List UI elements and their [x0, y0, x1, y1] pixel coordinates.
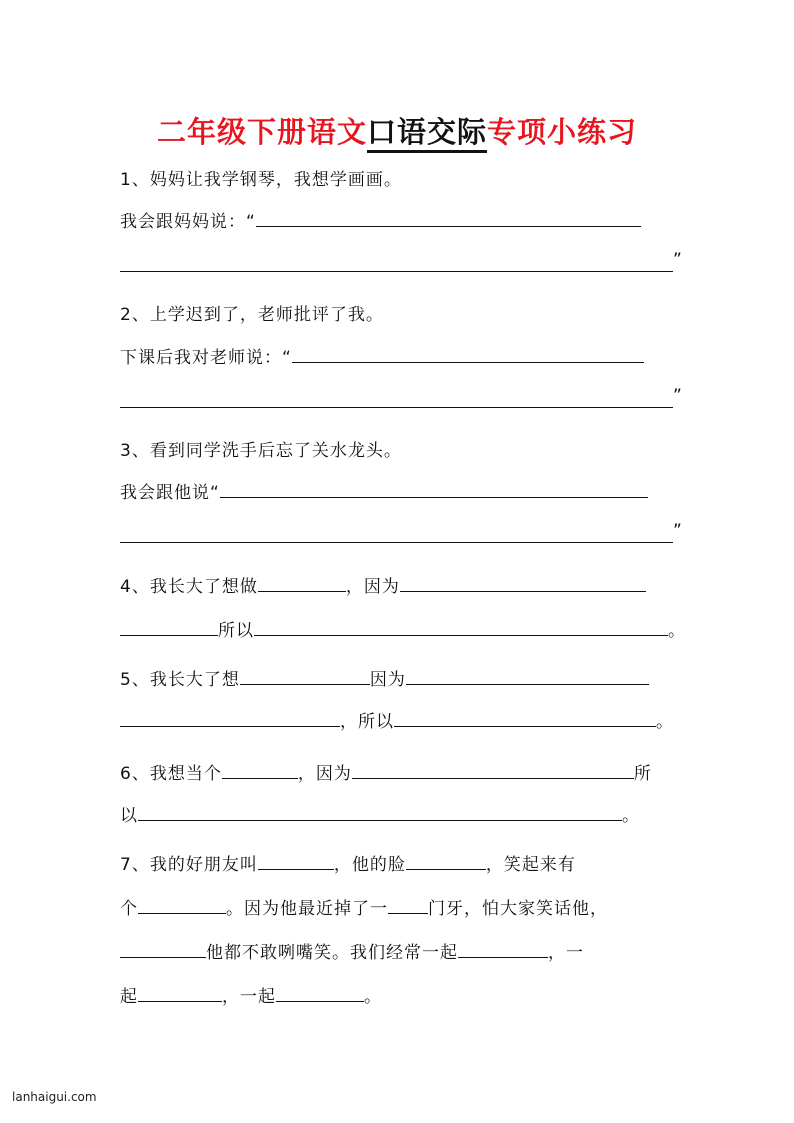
q6-blank-1[interactable] [222, 761, 298, 779]
q6-text-a: 6、我想当个 [120, 764, 222, 784]
q7-text-g: 他都不敢咧嘴笑。我们经常一起 [206, 943, 458, 963]
q4-text-d: 。 [668, 621, 686, 641]
q2-answer-line [120, 345, 680, 369]
q2-blank-1[interactable] [292, 345, 644, 363]
title-part2: 口语交际 [367, 115, 487, 153]
q1-close-quote: ” [673, 250, 682, 270]
q7-blank-6[interactable] [458, 940, 548, 958]
q7-blank-1[interactable] [258, 852, 334, 870]
q3-lead: 我会跟他说“ [120, 483, 220, 503]
q1-blank-1[interactable] [256, 209, 641, 227]
q7-blank-5[interactable] [120, 940, 206, 958]
q2-lead: 下课后我对老师说：“ [120, 348, 292, 368]
q7-line-1 [120, 852, 680, 876]
q7-line-2 [120, 896, 680, 920]
q6-text-d: 以 [120, 806, 138, 826]
q7-blank-8[interactable] [276, 984, 364, 1002]
q6-text-e: 。 [622, 806, 640, 826]
q4-blank-3[interactable] [120, 618, 218, 636]
q7-text-b: ，他的脸 [333, 855, 406, 875]
q4-line-2 [120, 618, 686, 642]
q7-text-e: 。因为他最近掉了一 [226, 899, 388, 919]
q4-text-b: ，因为 [345, 577, 400, 597]
q7-text-j: ，一起 [222, 987, 276, 1007]
q1-answer-line [120, 209, 680, 233]
q7-text-k: 。 [364, 987, 382, 1007]
q6-blank-3[interactable] [138, 803, 622, 821]
q7-text-a: 7、我的好朋友叫 [120, 855, 258, 875]
q5-text-c: ，所以 [340, 712, 394, 732]
q5-line-1 [120, 667, 680, 691]
q7-line-3 [120, 940, 680, 964]
q7-text-f: 门牙，怕大家笑话他， [428, 899, 608, 919]
q5-text-a: 5、我长大了想 [120, 670, 240, 690]
q4-text-a: 4、我长大了想做 [120, 577, 258, 597]
q6-text-b: ，因为 [297, 764, 352, 784]
q7-blank-2[interactable] [406, 852, 486, 870]
q5-line-2 [120, 709, 680, 733]
q3-blank-1[interactable] [220, 480, 648, 498]
title-part3: 专项小练习 [487, 115, 638, 149]
q6-text-c: 所 [633, 764, 652, 784]
site-footer: lanhaigui.com [12, 1090, 97, 1104]
q3-answer-line [120, 480, 680, 504]
q7-blank-7[interactable] [138, 984, 222, 1002]
q5-blank-4[interactable] [394, 709, 656, 727]
q5-blank-3[interactable] [120, 709, 340, 727]
q5-text-d: 。 [656, 712, 674, 732]
q2-blank-2[interactable] [120, 407, 673, 408]
q4-line-1 [120, 574, 680, 598]
q7-text-i: 起 [120, 987, 138, 1007]
page-title [0, 110, 794, 151]
q4-blank-1[interactable] [258, 574, 346, 592]
q7-blank-3[interactable] [138, 896, 226, 914]
q7-text-h: ，一 [548, 943, 584, 963]
q6-line-2 [120, 803, 680, 827]
q5-blank-2[interactable] [406, 667, 649, 685]
q6-blank-2[interactable] [352, 761, 634, 779]
q1-blank-2[interactable] [120, 271, 673, 272]
q1-lead: 我会跟妈妈说：“ [120, 212, 256, 232]
q4-text-c: 所以 [218, 621, 254, 641]
q4-blank-2[interactable] [400, 574, 646, 592]
q4-blank-4[interactable] [254, 618, 668, 636]
q3-close-quote: ” [673, 521, 682, 541]
q2-close-quote: ” [673, 386, 682, 406]
q7-line-4 [120, 984, 680, 1008]
q7-blank-4[interactable] [388, 896, 428, 914]
q7-text-d: 个 [120, 899, 138, 919]
q3-prompt: 3、看到同学洗手后忘了关水龙头。 [120, 441, 402, 461]
q2-prompt: 2、上学迟到了，老师批评了我。 [120, 305, 384, 325]
q5-blank-1[interactable] [240, 667, 370, 685]
q3-blank-2[interactable] [120, 542, 673, 543]
q7-text-c: ，笑起来有 [485, 855, 576, 875]
q1-prompt: 1、妈妈让我学钢琴，我想学画画。 [120, 170, 402, 190]
q5-text-b: 因为 [369, 670, 406, 690]
title-part1: 二年级下册语文 [156, 115, 367, 149]
q6-line-1 [120, 761, 680, 785]
